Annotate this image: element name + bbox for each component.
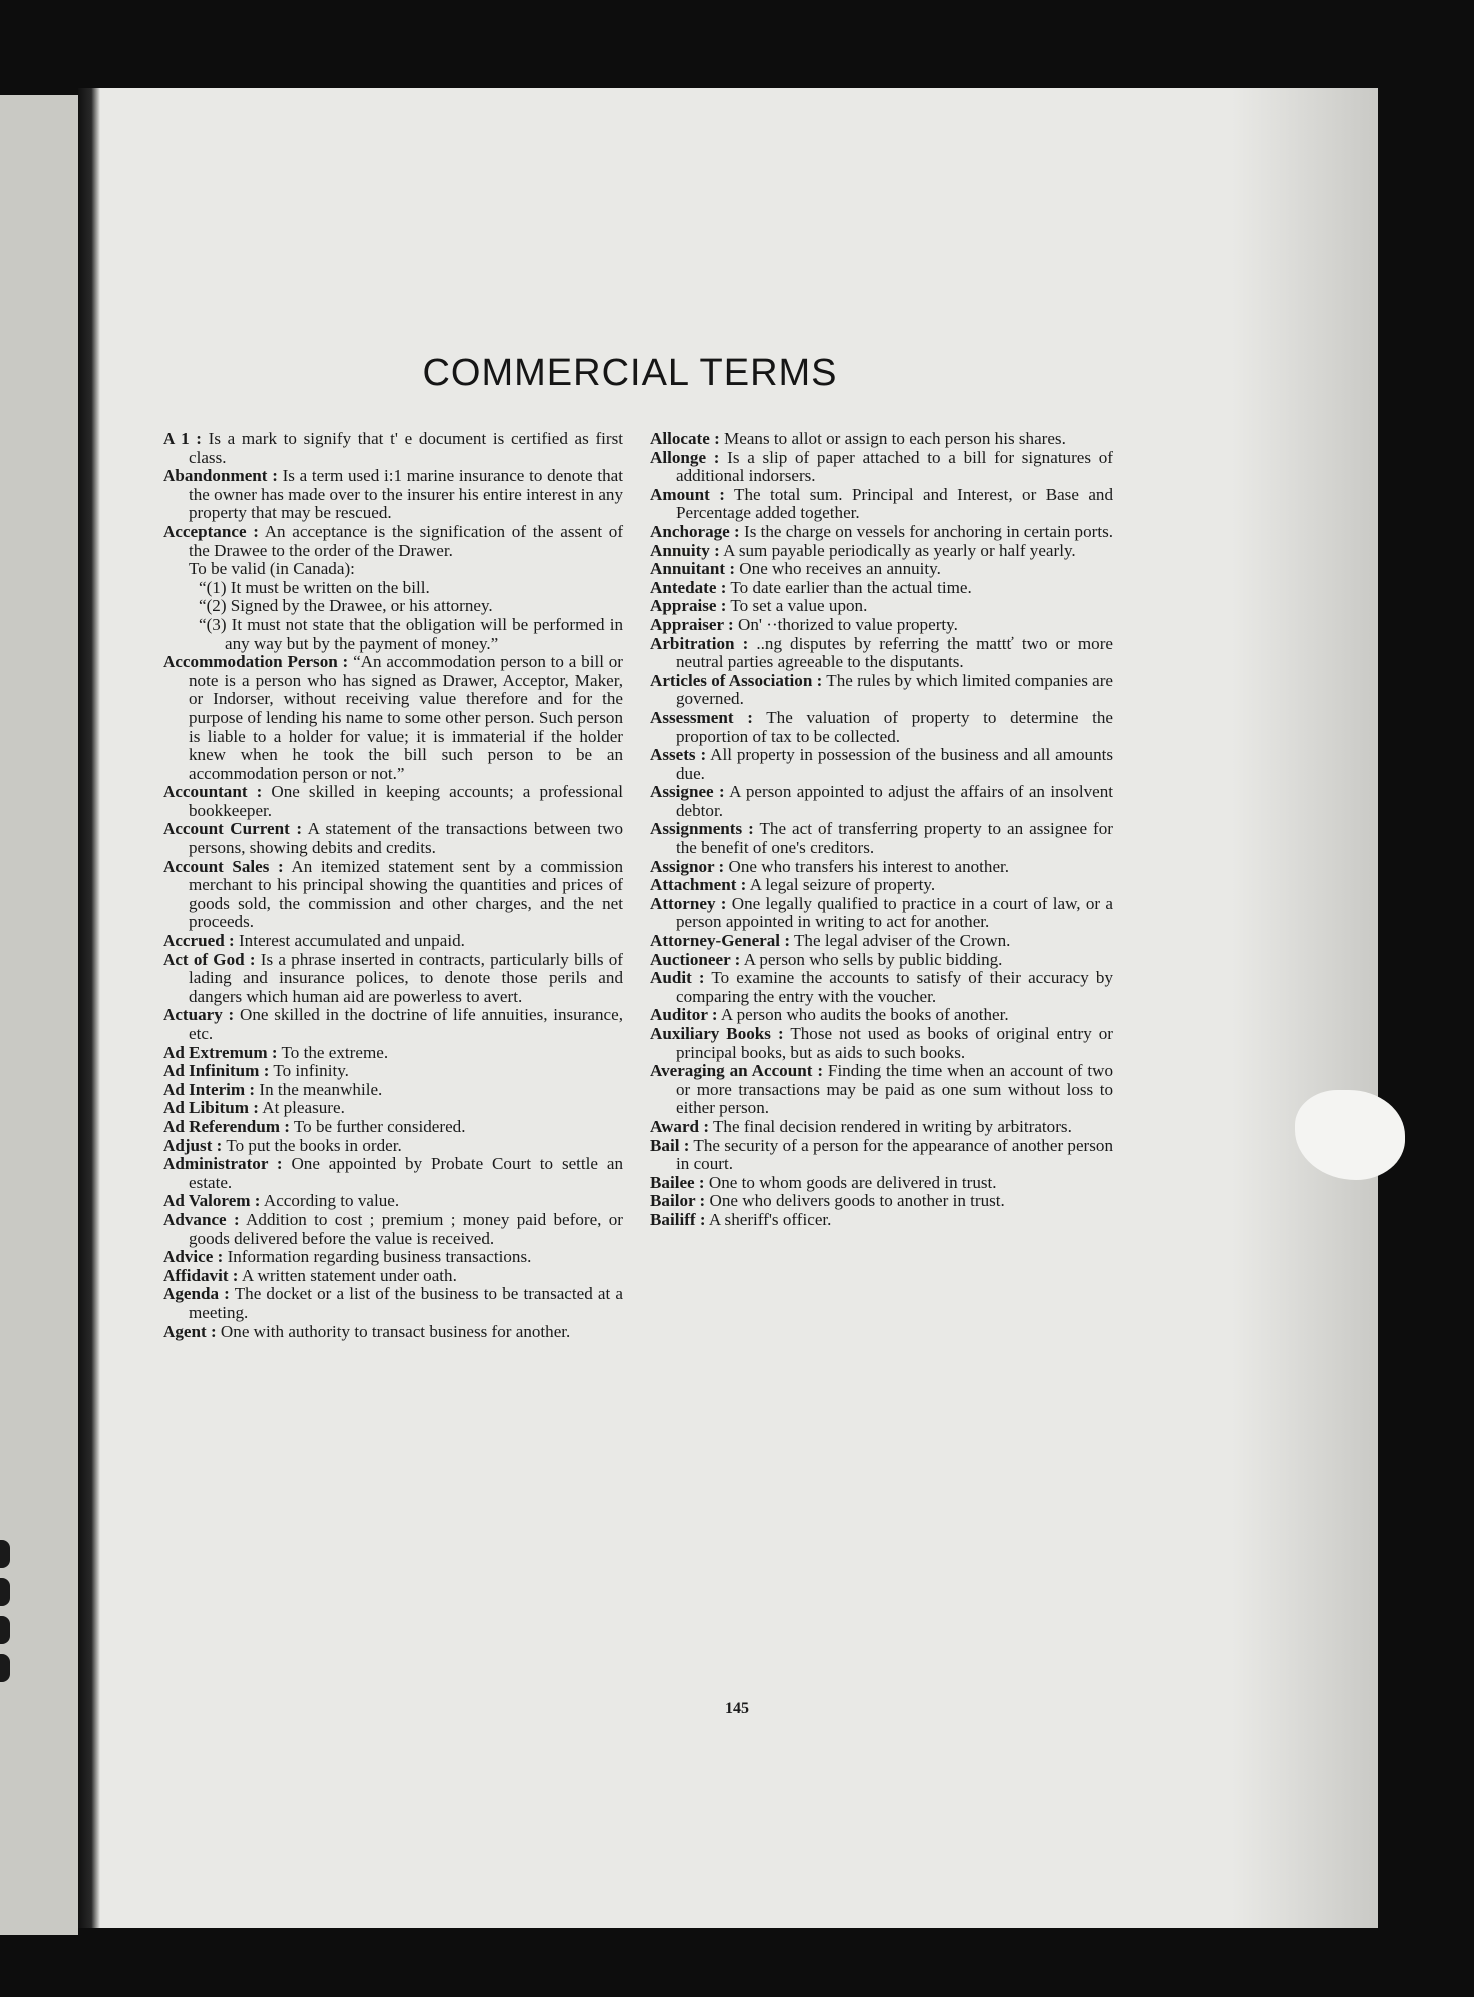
binding-mark: [0, 1578, 10, 1606]
entry-definition: One who receives an annuity.: [735, 559, 941, 579]
entry-definition: A sheriff's officer.: [705, 1209, 832, 1229]
entry-definition: Those not used as books of original entry or principal books, but as aids to such books.: [676, 1024, 1113, 1062]
entry-definition: To date earlier than the actual time.: [726, 577, 972, 597]
entry-definition: A sum payable periodically as yearly or half yearly.: [719, 540, 1076, 560]
entry-term: Acceptance :: [163, 521, 259, 541]
glossary-entry: [163, 932, 623, 951]
entry-term: Advice :: [163, 1247, 224, 1267]
entry-term: Articles of Association :: [650, 670, 823, 690]
entry-definition: To the extreme.: [277, 1042, 389, 1062]
acceptance-condition: “(1) It must be written on the bill.: [199, 577, 430, 597]
glossary-entry: [163, 1099, 623, 1118]
entry-definition: The security of a person for the appearance of another person in court.: [676, 1135, 1113, 1174]
entry-term: A 1 :: [163, 429, 202, 448]
entry-term: Agent :: [163, 1321, 217, 1341]
entry-definition: The final decision rendered in writing by arbitrators.: [709, 1116, 1072, 1136]
entry-definition: One appointed by Probate Court to settle an estate.: [189, 1154, 623, 1192]
glossary-entry: [163, 858, 623, 932]
entry-term: Auctioneer :: [650, 949, 741, 969]
glossary-entry: [163, 951, 623, 1007]
entry-term: Ad Valorem :: [163, 1191, 261, 1211]
binding-mark: [0, 1654, 10, 1682]
glossary-entry: [163, 1081, 623, 1100]
entry-term: Account Current :: [163, 819, 303, 839]
glossary-entry: [650, 746, 1113, 783]
glossary-entry: [650, 635, 1113, 672]
entry-definition: Finding the time when an account of two or more transactions may be paid as one sum without loss to either person.: [676, 1061, 1113, 1118]
entry-definition: ..ng disputes by referring the mattť two or more neutral parties agreeable to the disputants.: [676, 633, 1113, 672]
page-edge-shading: [1232, 88, 1378, 1928]
entry-definition: Is the charge on vessels for anchoring in certain ports.: [739, 521, 1113, 541]
entry-definition: The valuation of property to determine the proportion of tax to be collected.: [676, 707, 1113, 746]
entry-term: Bail :: [650, 1135, 690, 1155]
entry-definition: The legal adviser of the Crown.: [790, 931, 1011, 951]
entry-term: Amount :: [650, 484, 725, 504]
entry-term: Audit :: [650, 968, 705, 988]
glossary-entry: [650, 969, 1113, 1006]
glossary-entry: [163, 467, 623, 523]
entry-term: Ad Interim :: [163, 1079, 256, 1099]
entry-definition: A person appointed to adjust the affairs of an insolvent debtor.: [676, 782, 1113, 820]
entry-definition: Information regarding business transactions.: [223, 1247, 532, 1267]
entry-definition: The rules by which limited companies are governed.: [676, 670, 1114, 709]
binding-mark: [0, 1540, 10, 1568]
entry-term: Bailiff :: [650, 1209, 706, 1229]
entry-definition: One skilled in the doctrine of life annuities, insurance, etc.: [189, 1005, 624, 1043]
glossary-entry: [163, 653, 623, 783]
entry-term: Act of God :: [163, 949, 256, 969]
glossary-entry: [650, 820, 1113, 857]
entry-term: Assignor :: [650, 856, 725, 876]
entry-definition: One who delivers goods to another in trust.: [705, 1191, 1005, 1211]
entry-term: Affidavit :: [163, 1265, 239, 1285]
entry-definition: An itemized statement sent by a commission merchant to his principal showing the quantities and prices of goods sold, the commission and other charges, and the net proceeds.: [189, 856, 623, 932]
glossary-entry: [650, 542, 1113, 561]
glossary-entry: [650, 895, 1113, 932]
entry-term: Auxiliary Books :: [650, 1024, 784, 1043]
entry-definition: Is a phrase inserted in contracts, particularly bills of lading and insurance polices, to denote those perils and dangers which human aid are powerless to avert.: [189, 949, 623, 1006]
glossary-entry: [650, 579, 1113, 598]
glossary-entry: [163, 430, 623, 467]
left-column: [163, 430, 623, 1341]
entry-definition: A legal seizure of property.: [746, 875, 936, 895]
entry-term: Auditor :: [650, 1005, 718, 1025]
entry-definition: Interest accumulated and unpaid.: [234, 931, 465, 951]
entry-term: Agenda :: [163, 1284, 230, 1304]
glossary-entry: [650, 672, 1113, 709]
entry-term: Allonge :: [650, 447, 720, 467]
glossary-entry: [650, 523, 1113, 542]
entry-definition: According to value.: [260, 1191, 400, 1211]
entry-definition: On' ··thorized to value property.: [733, 614, 958, 634]
book-spine-shadow: [78, 88, 100, 1928]
entry-definition: A statement of the transactions between two persons, showing debits and credits.: [189, 819, 623, 858]
entry-definition: To set a value upon.: [726, 596, 868, 616]
entry-term: Accrued :: [163, 931, 235, 951]
entry-definition: One skilled in keeping accounts; a professional bookkeeper.: [189, 782, 623, 820]
entry-definition: Means to allot or assign to each person his shares.: [719, 429, 1066, 448]
glossary-entry: [650, 1211, 1113, 1230]
glossary-entry: [650, 858, 1113, 877]
entry-definition: Is a slip of paper attached to a bill for signatures of additional indorsers.: [676, 447, 1113, 486]
entry-definition: To examine the accounts to satisfy of their accuracy by comparing the entry with the voucher.: [676, 968, 1113, 1006]
glossary-entry: [650, 1118, 1113, 1137]
glossary-entry: [163, 1155, 623, 1192]
glossary-entry: [650, 616, 1113, 635]
glossary-entry: [163, 1248, 623, 1267]
entry-term: Appraise :: [650, 596, 727, 616]
entry-definition: Is a term used i:1 marine insurance to denote that the owner has made over to the insurer his entire interest in any property that may be rescued.: [189, 466, 623, 523]
glossary-entry: [650, 783, 1113, 820]
glossary-entry: [650, 486, 1113, 523]
entry-term: Annuity :: [650, 540, 720, 560]
glossary-entry: [650, 430, 1113, 449]
entry-term: Assessment :: [650, 707, 753, 727]
glossary-entry: [650, 560, 1113, 579]
entry-term: Actuary :: [163, 1005, 235, 1025]
glossary-entry: [163, 1285, 623, 1322]
acceptance-details: [163, 560, 623, 653]
glossary-entry: [163, 1267, 623, 1286]
glossary-entry: [163, 1044, 623, 1063]
entry-definition: An acceptance is the signification of the assent of the Drawee to the order of the Drawer.: [189, 521, 624, 560]
entry-definition: One legally qualified to practice in a court of law, or a person appointed in writing to act for another.: [676, 893, 1113, 932]
entry-term: Account Sales :: [163, 856, 284, 876]
entry-term: Bailor :: [650, 1191, 706, 1211]
glossary-entry: [650, 1192, 1113, 1211]
entry-definition: To infinity.: [269, 1061, 349, 1081]
entry-definition: The act of transferring property to an assignee for the benefit of one's creditors.: [676, 819, 1113, 858]
entry-term: Appraiser :: [650, 614, 734, 634]
glossary-entry: [650, 1062, 1113, 1118]
entry-definition: One to whom goods are delivered in trust.: [704, 1172, 997, 1192]
entry-definition: A person who audits the books of another.: [717, 1005, 1009, 1025]
glossary-entry: [163, 1062, 623, 1081]
entry-definition: The docket or a list of the business to be transacted at a meeting.: [189, 1284, 623, 1322]
entry-definition: One with authority to transact business for another.: [216, 1321, 571, 1341]
glossary-entry: [650, 876, 1113, 895]
acceptance-condition: “(2) Signed by the Drawee, or his attorney.: [199, 596, 493, 616]
entry-term: Bailee :: [650, 1172, 705, 1192]
entry-term: Ad Libitum :: [163, 1098, 259, 1118]
entry-term: Assets :: [650, 745, 707, 765]
entry-term: Antedate :: [650, 577, 727, 597]
entry-term: Allocate :: [650, 429, 720, 448]
glossary-entry: [650, 709, 1113, 746]
entry-definition: A written statement under oath.: [238, 1265, 457, 1285]
entry-definition: “An accommodation person to a bill or note is a person who has signed as Drawer, Acceptor, Maker, or Indorser, without receiving value therefore and for the purpose of lending his name to some other person. Such person is liable to a holder for value; it is immaterial if the holder knew when he took the bill such person to be an accommodation person or not.”: [189, 652, 624, 783]
entry-definition: To put the books in order.: [222, 1135, 402, 1155]
glossary-entry: [650, 1025, 1113, 1062]
glossary-entry: [650, 1174, 1113, 1193]
entry-term: Assignee :: [650, 782, 725, 802]
glossary-entry: [163, 1323, 623, 1342]
entry-definition: The total sum. Principal and Interest, or Base and Percentage added together.: [676, 484, 1113, 523]
entry-definition: Addition to cost ; premium ; money paid before, or goods delivered before the value is received.: [189, 1209, 624, 1248]
right-column: [650, 430, 1113, 1230]
entry-definition: In the meanwhile.: [255, 1079, 383, 1099]
glossary-entry: [163, 1211, 623, 1248]
entry-term: Averaging an Account :: [650, 1061, 824, 1081]
entry-definition: All property in possession of the business and all amounts due.: [676, 745, 1114, 783]
entry-definition: A person who sells by public bidding.: [740, 949, 1003, 969]
entry-term: Accountant :: [163, 782, 263, 802]
entry-term: Advance :: [163, 1209, 240, 1229]
entry-definition: One who transfers his interest to another.: [724, 856, 1010, 876]
entry-term: Award :: [650, 1116, 710, 1136]
glossary-entry: [163, 820, 623, 857]
entry-term: Administrator :: [163, 1154, 283, 1174]
glossary-entry: [650, 951, 1113, 970]
acceptance-condition: “(3) It must not state that the obligation will be performed in any way but by the payment of money.”: [199, 614, 623, 653]
entry-term: Assignments :: [650, 819, 754, 839]
entry-term: Annuitant :: [650, 559, 736, 579]
entry-term: Accommodation Person :: [163, 652, 349, 672]
glossary-entry: [163, 1118, 623, 1137]
entry-term: Attorney-General :: [650, 931, 791, 951]
adjacent-page-edge: [0, 95, 78, 1935]
entry-definition: To be further considered.: [289, 1116, 466, 1136]
glossary-entry: [650, 932, 1113, 951]
page-number: 145: [725, 1700, 749, 1717]
entry-term: Ad Infinitum :: [163, 1061, 270, 1081]
glossary-entry: [650, 1137, 1113, 1174]
entry-definition: At pleasure.: [258, 1098, 345, 1118]
entry-term: Arbitration :: [650, 633, 749, 653]
glossary-entry: [650, 449, 1113, 486]
entry-term: Attachment :: [650, 875, 747, 895]
entry-term: Abandonment :: [163, 466, 278, 486]
glossary-entry: [650, 597, 1113, 616]
page-title: COMMERCIAL TERMS: [422, 352, 838, 394]
acceptance-intro: To be valid (in Canada):: [189, 559, 355, 579]
entry-term: Ad Referendum :: [163, 1116, 290, 1136]
glossary-entry: [163, 1192, 623, 1211]
entry-term: Attorney :: [650, 893, 727, 913]
glossary-entry: [650, 1006, 1113, 1025]
glossary-entry: [163, 783, 623, 820]
glossary-entry: [163, 1137, 623, 1156]
entry-term: Ad Extremum :: [163, 1042, 278, 1062]
entry-term: Adjust :: [163, 1135, 223, 1155]
entry-definition: Is a mark to signify that t' e document is certified as first class.: [189, 429, 623, 467]
binding-mark: [0, 1616, 10, 1644]
glossary-entry: [163, 1006, 623, 1043]
glossary-entry: [163, 523, 623, 560]
entry-term: Anchorage :: [650, 521, 740, 541]
